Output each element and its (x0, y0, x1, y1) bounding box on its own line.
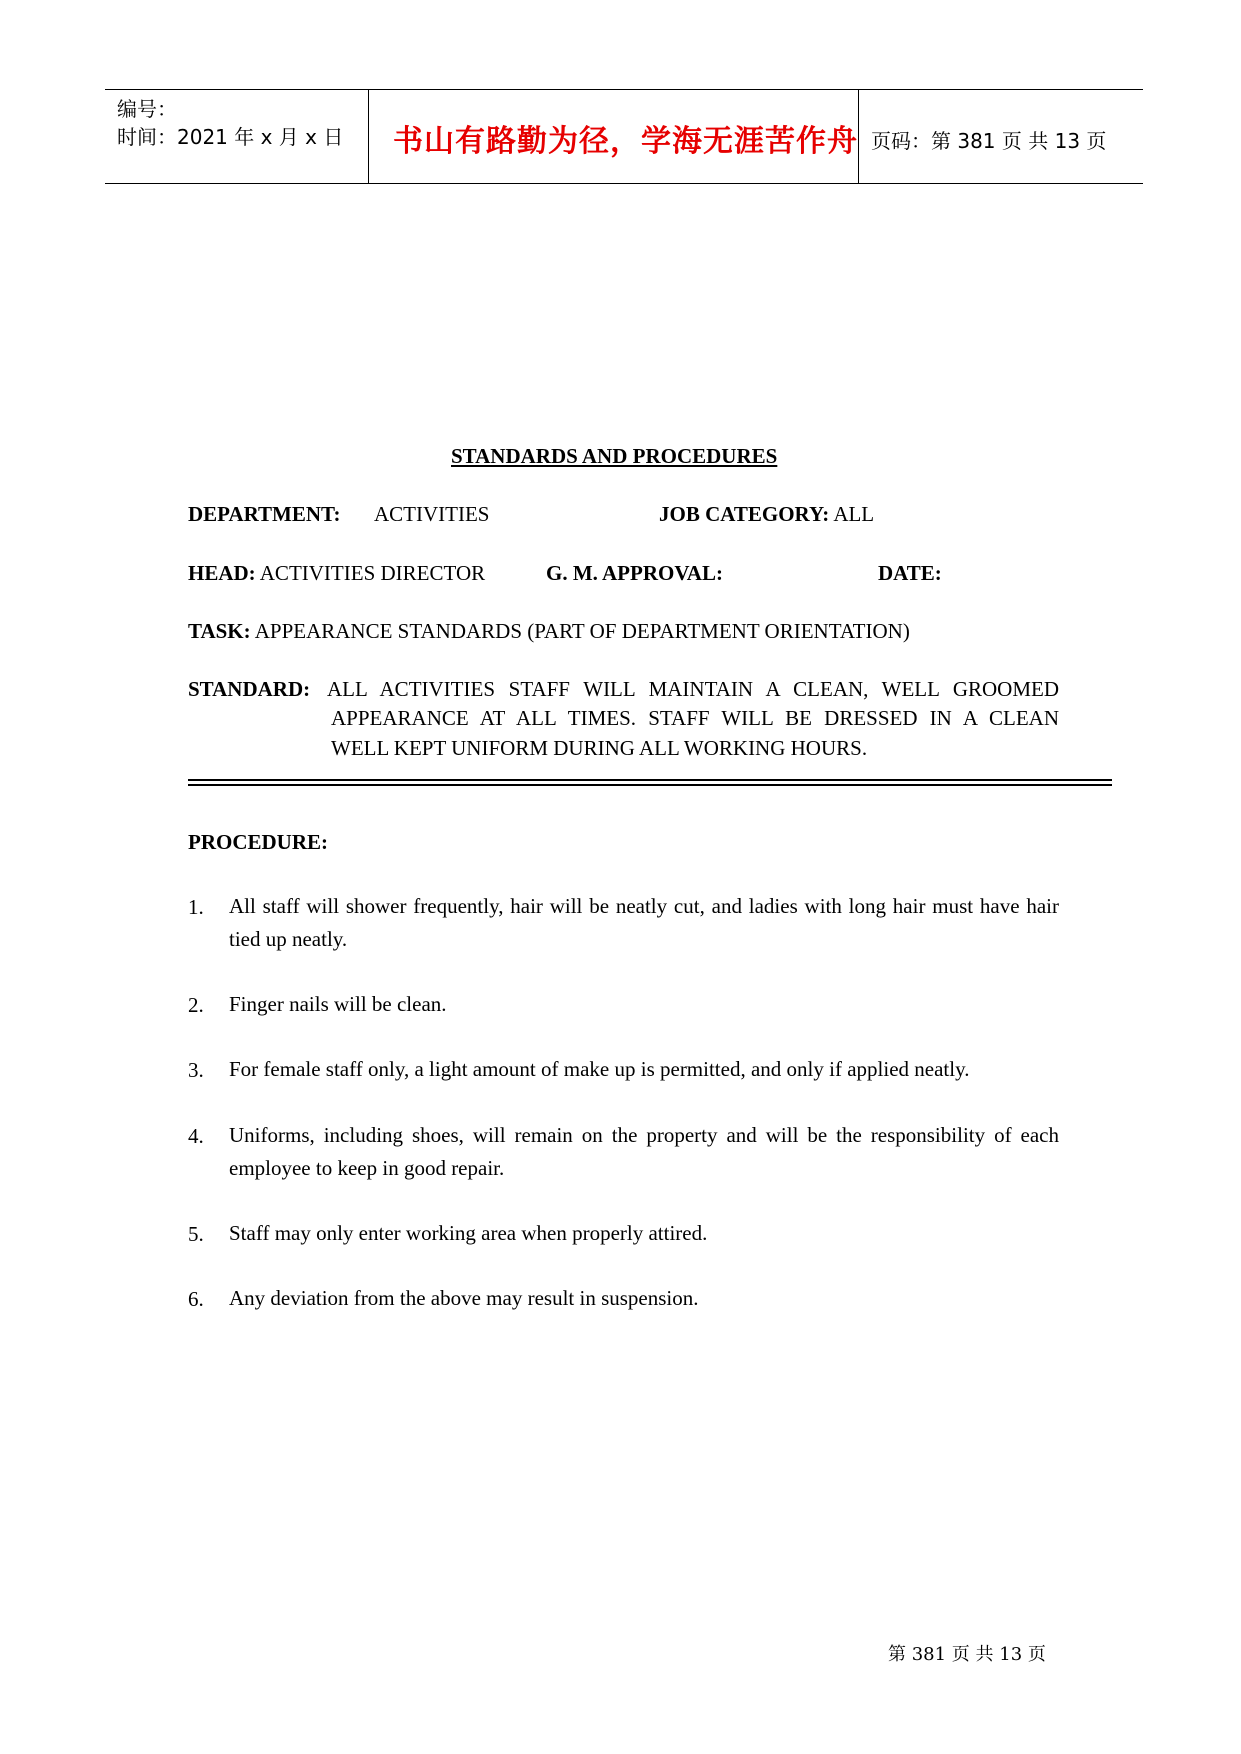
standard-line-2: APPEARANCE AT ALL TIMES. STAFF WILL BE DRESSED IN A CLEAN (331, 706, 1059, 730)
standard-label: STANDARD: (188, 677, 311, 701)
header-top-border (105, 89, 1143, 90)
header-divider-left (368, 89, 369, 184)
document-title: STANDARDS AND PROCEDURES (451, 444, 778, 468)
list-item-number: 4. (188, 1124, 204, 1148)
date-label: DATE: (878, 561, 942, 585)
task-row (188, 619, 910, 644)
page-label: 页码：第 381 页 共 13 页 (871, 129, 1107, 153)
list-item-number: 1. (188, 895, 204, 919)
head-row (188, 561, 485, 586)
header-divider-right (858, 89, 859, 184)
department-label: DEPARTMENT: (188, 502, 341, 526)
department-row (188, 502, 340, 527)
head-label: HEAD: (188, 561, 256, 585)
procedure-heading: PROCEDURE: (188, 830, 328, 854)
list-item-number: 3. (188, 1058, 204, 1082)
footer-page-number: 第 381 页 共 13 页 (888, 1644, 1046, 1665)
serial-label: 编号： (117, 97, 177, 121)
task-value: APPEARANCE STANDARDS (PART OF DEPARTMENT ORIENTATION) (254, 619, 910, 643)
standard-line-1: ALL ACTIVITIES STAFF WILL MAINTAIN A CLEAN, WELL GROOMED (327, 677, 1059, 701)
job-category-label: JOB CATEGORY: (659, 502, 830, 526)
list-item-text: Staff may only enter working area when properly attired. (229, 1221, 708, 1245)
double-rule-top (188, 779, 1112, 781)
head-value: ACTIVITIES DIRECTOR (259, 561, 486, 585)
gm-approval-label: G. M. APPROVAL: (546, 561, 723, 585)
department-value: ACTIVITIES (374, 502, 490, 526)
header-bottom-border (105, 183, 1143, 184)
list-item-text: Uniforms, including shoes, will remain on the property and will be the responsibility of each employee to keep in good repair. (229, 1123, 1059, 1180)
list-item-number: 5. (188, 1222, 204, 1246)
list-item-text: Finger nails will be clean. (229, 992, 447, 1016)
task-label: TASK: (188, 619, 251, 643)
list-item-number: 6. (188, 1287, 204, 1311)
time-label: 时间：2021 年 x 月 x 日 (117, 125, 344, 149)
motto: 书山有路勤为径，学海无涯苦作舟 (393, 124, 858, 159)
standard-line-3: WELL KEPT UNIFORM DURING ALL WORKING HOURS. (331, 736, 868, 760)
list-item-text: Any deviation from the above may result in suspension. (229, 1286, 699, 1310)
list-item-text: All staff will shower frequently, hair will be neatly cut, and ladies with long hair must have hair tied up neatly. (229, 894, 1059, 951)
double-rule-bottom (188, 784, 1112, 786)
list-item-text: For female staff only, a light amount of make up is permitted, and only if applied neatly. (229, 1057, 970, 1081)
job-category-row (659, 502, 874, 527)
job-category-value: ALL (833, 502, 875, 526)
list-item-number: 2. (188, 993, 204, 1017)
